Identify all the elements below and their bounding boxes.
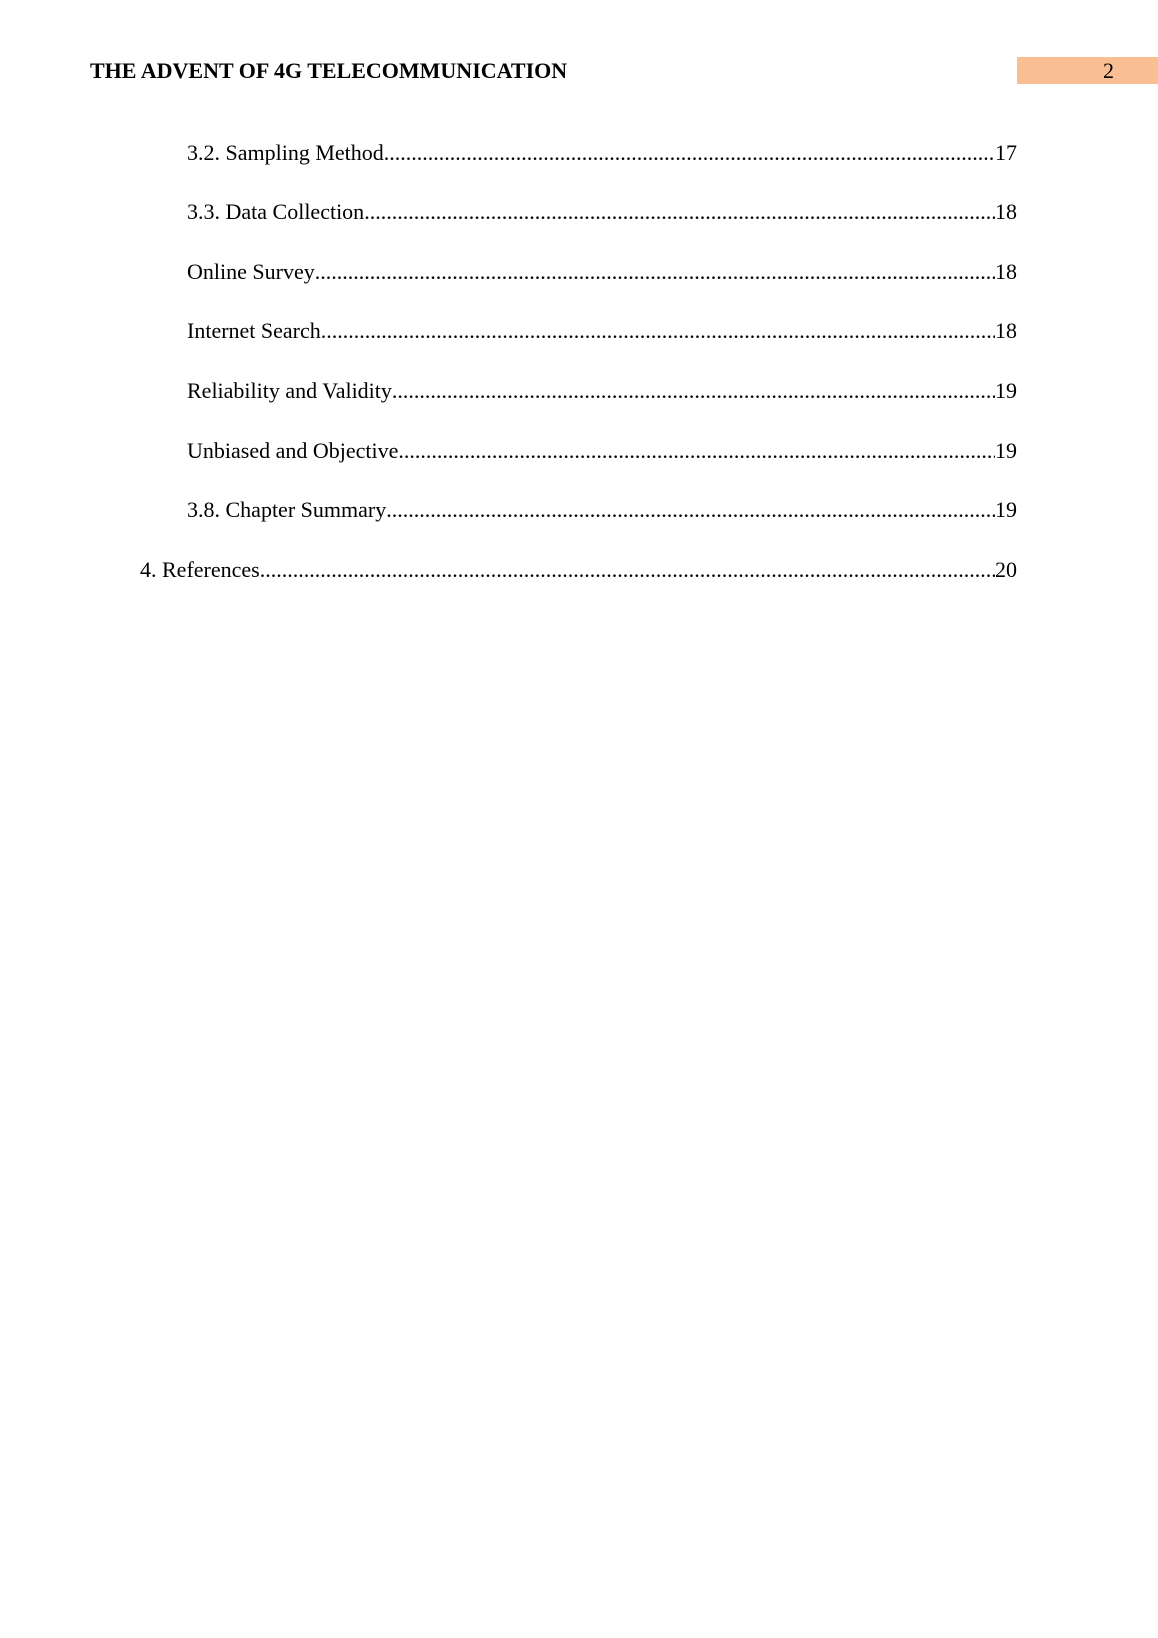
toc-entry-chapter-summary[interactable] <box>187 492 1017 528</box>
toc-entry-title: 4. References <box>140 557 260 582</box>
toc-entry-title: 3.3. Data Collection <box>187 199 365 224</box>
toc-entry-reliability-validity[interactable] <box>187 373 1017 409</box>
toc-entry-title: Internet Search <box>187 318 321 343</box>
page-number: 2 <box>1103 58 1114 83</box>
toc-entry-title: 3.2. Sampling Method <box>187 140 384 165</box>
toc-entry-page: 19 <box>995 497 1017 522</box>
toc-entry-page: 17 <box>995 140 1017 165</box>
toc-entry-page: 18 <box>995 318 1017 343</box>
toc-entry-title: Unbiased and Objective <box>187 438 399 463</box>
toc-dot-leader <box>364 194 995 230</box>
page-header <box>0 0 1158 110</box>
toc-dot-leader <box>321 313 995 349</box>
toc-entry-data-collection[interactable] <box>187 194 1017 230</box>
toc-entry-page: 18 <box>995 199 1017 224</box>
toc-entry-page: 18 <box>995 259 1017 284</box>
toc-dot-leader <box>384 135 995 171</box>
toc-entry-internet-search[interactable] <box>187 313 1017 349</box>
toc-entry-unbiased-objective[interactable] <box>187 433 1017 469</box>
toc-entry-sampling-method[interactable] <box>187 135 1017 171</box>
toc-entry-online-survey[interactable] <box>187 254 1017 290</box>
toc-entry-title: 3.8. Chapter Summary <box>187 497 387 522</box>
toc-dot-leader <box>386 492 995 528</box>
running-head: THE ADVENT OF 4G TELECOMMUNICATION <box>90 58 568 83</box>
toc-entry-title: Online Survey <box>187 259 315 284</box>
toc-dot-leader <box>398 433 995 469</box>
toc-entry-title: Reliability and Validity <box>187 378 392 403</box>
toc-dot-leader <box>392 373 995 409</box>
page-number-highlight <box>1017 57 1158 84</box>
toc-entry-page: 19 <box>995 438 1017 463</box>
toc-dot-leader <box>315 254 995 290</box>
toc-entry-page: 20 <box>995 557 1017 582</box>
toc-entry-page: 19 <box>995 378 1017 403</box>
toc-dot-leader <box>260 552 995 588</box>
toc-entry-references[interactable] <box>140 552 1017 588</box>
